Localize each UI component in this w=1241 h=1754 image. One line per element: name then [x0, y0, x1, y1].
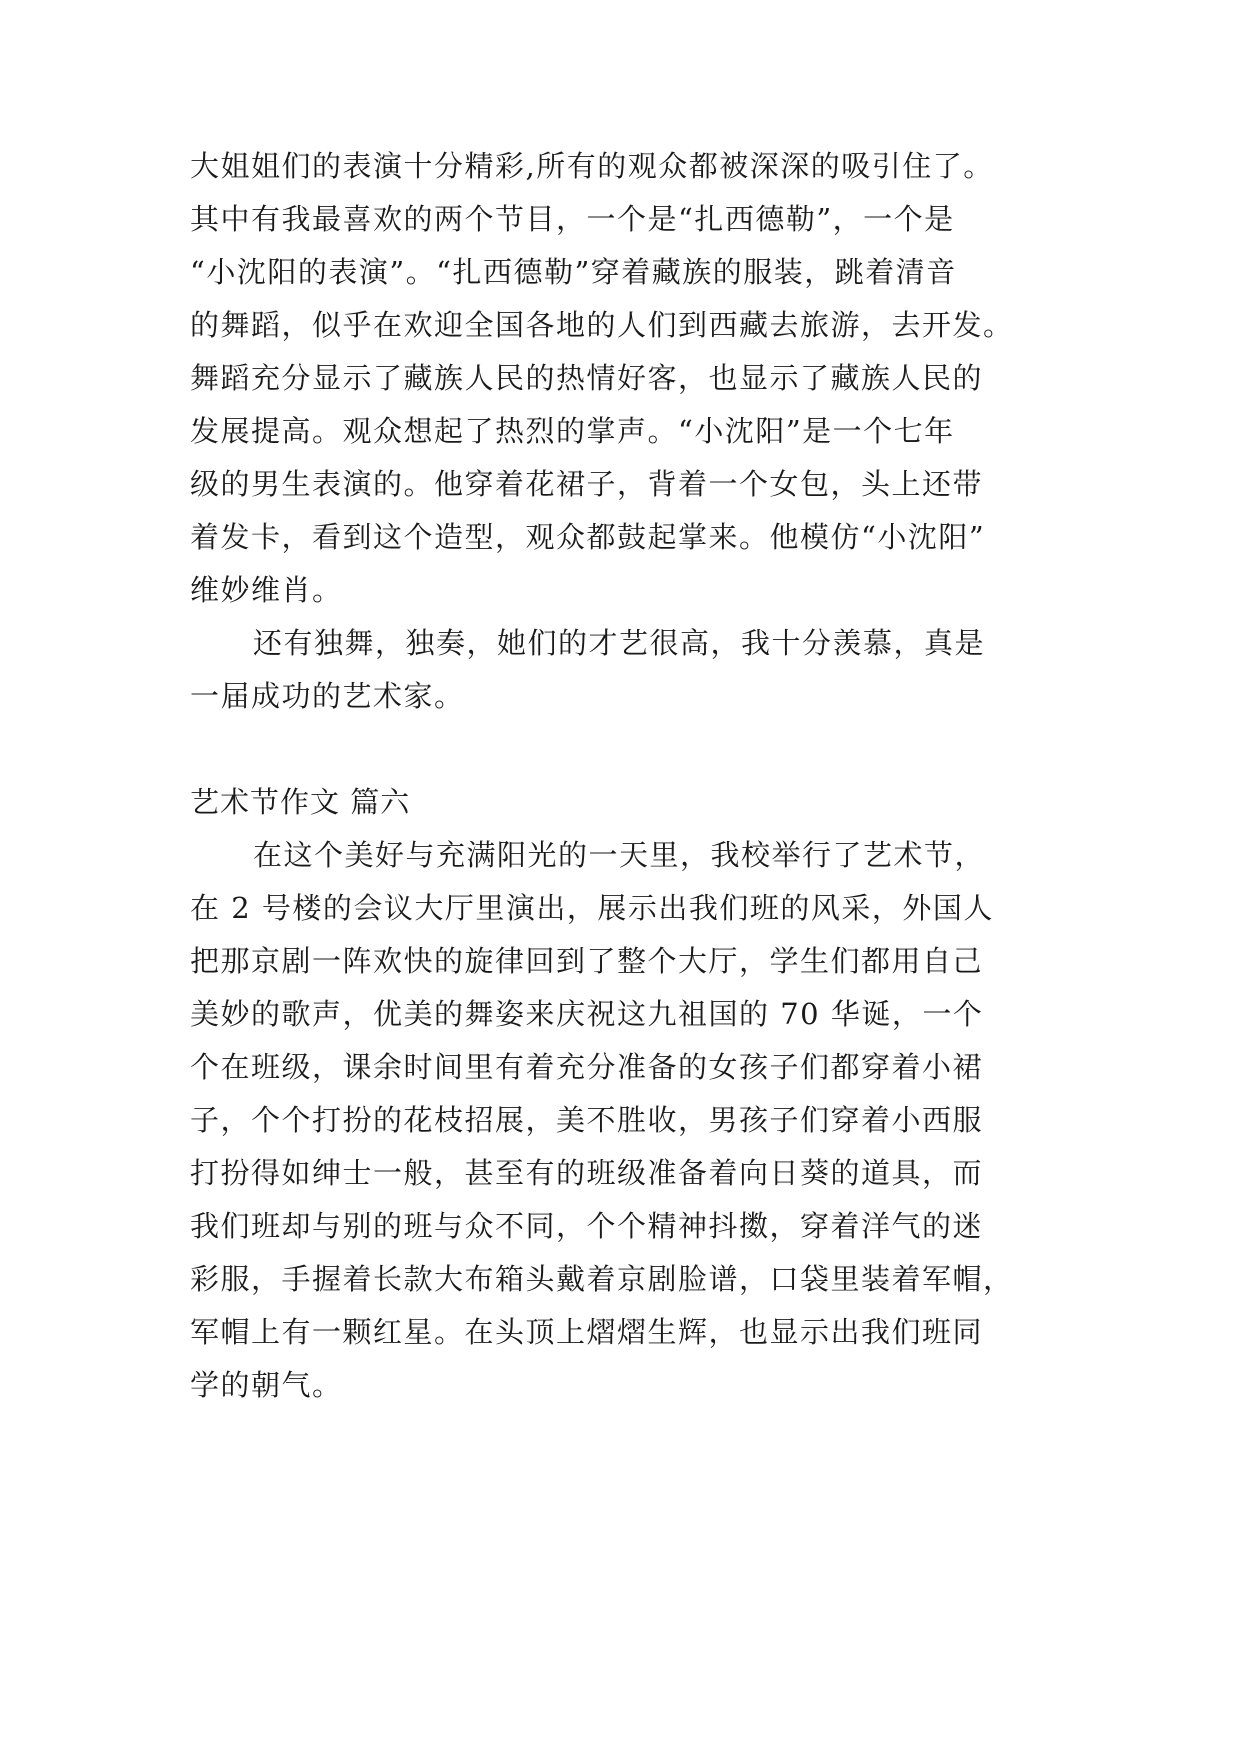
paragraph-line: 着发卡，看到这个造型，观众都鼓起掌来。他模仿“小沈阳”	[190, 520, 986, 554]
paragraph-line: 军帽上有一颗红星。在头顶上熠熠生辉，也显示出我们班同	[190, 1315, 984, 1349]
paragraph-line: 发展提高。观众想起了热烈的掌声。“小沈阳”是一个七年	[190, 414, 955, 448]
paragraph-line: 学的朝气。	[190, 1368, 343, 1402]
paragraph-line: 还有独舞，独奏，她们的才艺很高，我十分羡慕，真是	[253, 626, 986, 660]
paragraph-line: 在 2 号楼的会议大厅里演出，展示出我们班的风采，外国人	[190, 891, 994, 925]
paragraph-line: 一届成功的艺术家。	[190, 679, 465, 713]
paragraph-line: 打扮得如绅士一般，甚至有的班级准备着向日葵的道具，而	[190, 1156, 984, 1190]
paragraph-line: 级的男生表演的。他穿着花裙子，背着一个女包，头上还带	[190, 467, 984, 501]
paragraph-line: “小沈阳的表演”。“扎西德勒”穿着藏族的服装，跳着清音	[190, 255, 957, 289]
paragraph-line: 子，个个打扮的花枝招展，美不胜收，男孩子们穿着小西服	[190, 1103, 984, 1137]
paragraph-line: 的舞蹈，似乎在欢迎全国各地的人们到西藏去旅游，去开发。	[190, 308, 1014, 342]
paragraph-line: 其中有我最喜欢的两个节目，一个是“扎西德勒”，一个是	[190, 202, 955, 236]
paragraph-line: 舞蹈充分显示了藏族人民的热情好客，也显示了藏族人民的	[190, 361, 984, 395]
paragraph-line: 把那京剧一阵欢快的旋律回到了整个大厅，学生们都用自己	[190, 944, 984, 978]
section-heading: 艺术节作文 篇六	[190, 785, 411, 819]
paragraph-line: 我们班却与别的班与众不同，个个精神抖擞，穿着洋气的迷	[190, 1209, 984, 1243]
paragraph-line: 彩服，手握着长款大布箱头戴着京剧脸谱，口袋里装着军帽，	[190, 1262, 1014, 1296]
paragraph-line: 在这个美好与充满阳光的一天里，我校举行了艺术节，	[253, 838, 986, 872]
paragraph-line: 大姐姐们的表演十分精彩,所有的观众都被深深的吸引住了。	[190, 149, 994, 183]
paragraph-line: 美妙的歌声，优美的舞姿来庆祝这九祖国的 70 华诞，一个	[190, 997, 984, 1031]
paragraph-line: 个在班级，课余时间里有着充分准备的女孩子们都穿着小裙	[190, 1050, 984, 1084]
paragraph-line: 维妙维肖。	[190, 573, 343, 607]
